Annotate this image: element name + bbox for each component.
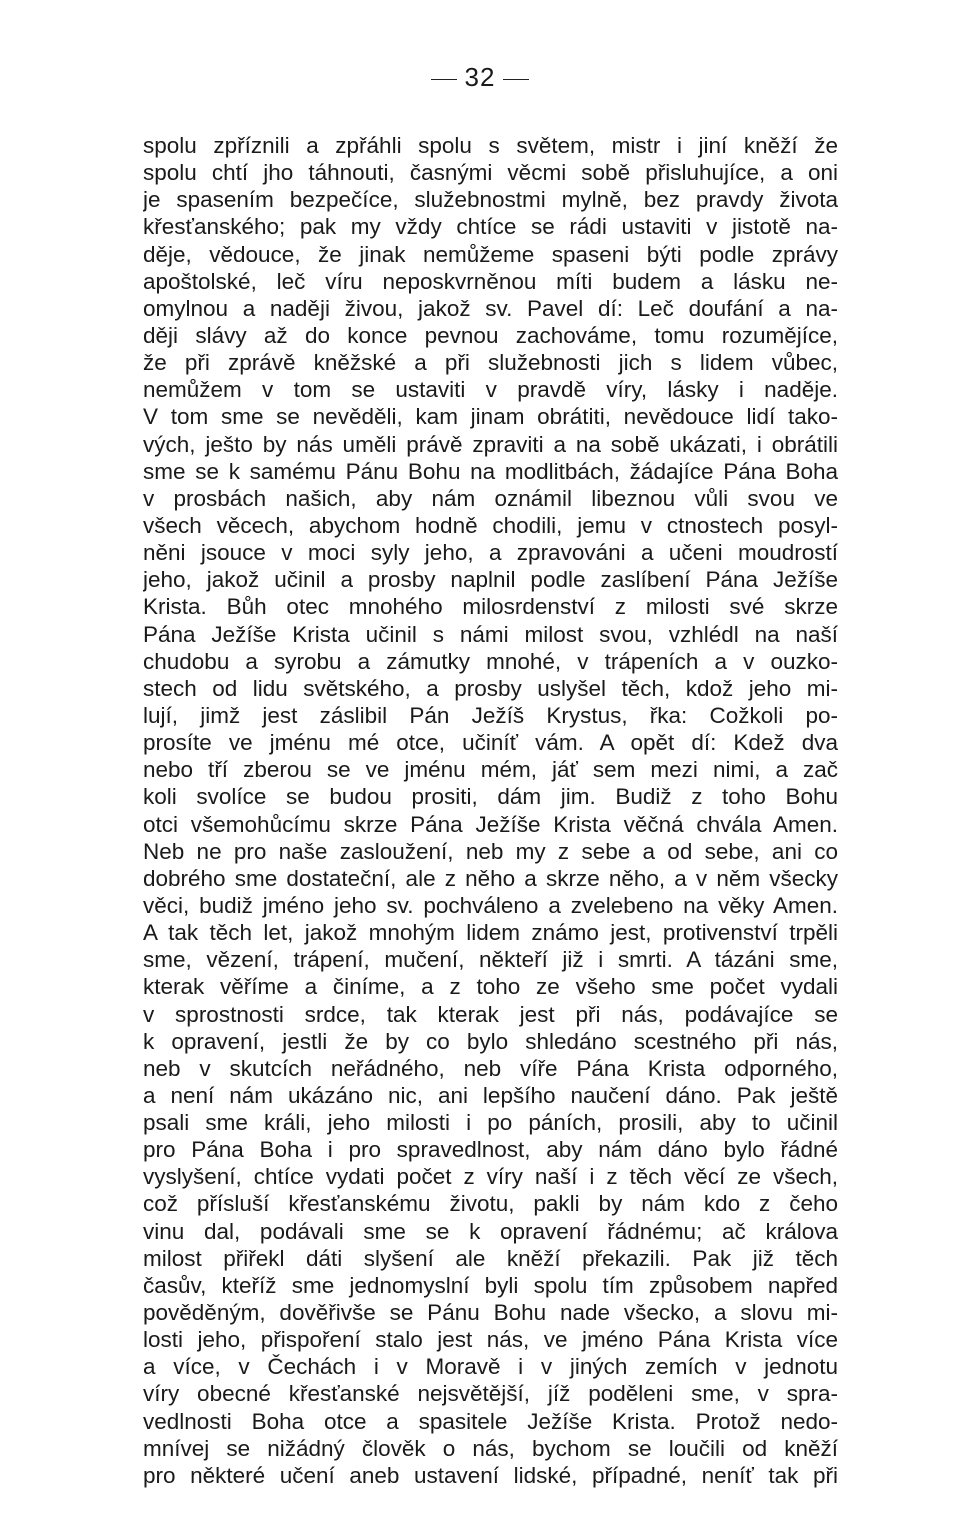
text-line: spolu chtí jho táhnouti, časnými věcmi sobě přisluhujíce, a oni (143, 160, 838, 186)
text-line: pro Pána Boha i pro spravedlnost, aby nám dáno bylo řádné (143, 1137, 838, 1163)
text-line: prosíte ve jménu mé otce, učiníť vám. A opět dí: Kdež dva (143, 730, 838, 756)
text-line: chudobu a syrobu a zámutky mnohé, v trápeních a v ouzko- (143, 648, 838, 674)
text-line: lují, jimž jest záslibil Pán Ježíš Krystus, řka: Cožkoli po- (143, 702, 838, 728)
text-line: mnívej se nižádný člověk o nás, bychom se loučili od kněží (143, 1435, 838, 1461)
text-line: v prosbách našich, aby nám oznámil libeznou vůli svou ve (143, 485, 838, 511)
text-line: losti jeho, přispoření stalo jest nás, ve jméno Pána Krista více (143, 1327, 838, 1353)
page-number (0, 62, 960, 92)
text-line: stech od lidu světského, a prosby uslyšel těch, kdož jeho mi- (143, 675, 838, 701)
text-line: dobrého sme dostateční, ale z něho a skrze něho, a v něm všecky (143, 865, 838, 891)
text-line: sme se k samému Pánu Bohu na modlitbách, žádajíce Pána Boha (143, 458, 838, 484)
text-line: k opravení, jestli že by co bylo shledáno scestného při nás, (143, 1028, 838, 1054)
text-line: vých, ješto by nás uměli právě zpraviti a na sobě ukázati, i obrátili (143, 431, 838, 457)
text-line: něni jsouce v moci syly jeho, a zpravováni a učeni moudrostí (143, 540, 838, 566)
text-line: děje, vědouce, že jinak nemůžeme spaseni býti podle zprávy (143, 241, 838, 267)
text-line: křesťanského; pak my vždy chtíce se rádi ustaviti v jistotě na- (143, 214, 838, 240)
text-line: otci všemohůcímu skrze Pána Ježíše Krista věčná chvála Amen. (143, 811, 838, 837)
page-number-dash-left (431, 79, 457, 80)
text-line: kterak věříme a činíme, a z toho ze všeho sme počet vydali (143, 974, 838, 1000)
text-line: Neb ne pro naše zasloužení, neb my z sebe a od sebe, ani co (143, 838, 838, 864)
text-line: Krista. Bůh otec mnohého milosrdenství z milosti své skrze (143, 594, 838, 620)
text-line: nebo tří zberou se ve jménu mém, jáť sem mezi nimi, a zač (143, 757, 838, 783)
text-line: pro některé učení aneb ustavení lidské, případné, neníť tak při (143, 1462, 838, 1488)
text-line: A tak těch let, jakož mnohým lidem známo jest, protivenství trpěli (143, 920, 838, 946)
page-number-dash-right (503, 79, 529, 80)
text-line: sme, vězení, trápení, mučení, někteří již i smrti. A tázáni sme, (143, 947, 838, 973)
text-line: vyslyšení, chtíce vydati počet z víry naší i z těch věcí ze všech, (143, 1164, 838, 1190)
text-line: víry obecné křesťanské nejsvětější, jíž poděleni sme, v spra- (143, 1381, 838, 1407)
text-line: V tom sme se nevěděli, kam jinam obrátiti, nevědouce lidí tako- (143, 404, 838, 430)
text-line: spolu zpříznili a zpřáhli spolu s světem, mistr i jiní kněží že (143, 133, 838, 158)
text-line: omylnou a naději živou, jakož sv. Pavel dí: Leč doufání a na- (143, 295, 838, 321)
text-line: v sprostnosti srdce, tak kterak jest při nás, podávajíce se (143, 1001, 838, 1027)
page-number-text: 32 (464, 62, 496, 92)
text-line: psali sme králi, jeho milosti i po páních, prosili, aby to učinil (143, 1110, 838, 1136)
text-line: věci, budiž jméno jeho sv. pochváleno a zvelebeno na věky Amen. (143, 892, 838, 918)
text-line: apoštolské, leč víru neposkvrněnou míti budem a lásku ne- (143, 268, 838, 294)
text-line: koli svolíce se budou prositi, dám jim. Budiž z toho Bohu (143, 784, 838, 810)
text-line: je spasením bezpečíce, služebnostmi mylně, bez pravdy života (143, 187, 838, 213)
text-line: neb v skutcích neřádného, neb víře Pána Krista odporného, (143, 1055, 838, 1081)
text-line: pověděným, dověřivše se Pánu Bohu nade všecko, a slovu mi- (143, 1300, 838, 1326)
body-text (143, 132, 838, 1489)
text-line: vedlnosti Boha otce a spasitele Ježíše Krista. Protož nedo- (143, 1408, 838, 1434)
text-line: ději slávy až do konce pevnou zachováme, tomu rozumějíce, (143, 322, 838, 348)
text-line: jeho, jakož učinil a prosby naplnil podle zaslíbení Pána Ježíše (143, 567, 838, 593)
text-line: a není nám ukázáno nic, ani lepšího naučení dáno. Pak ještě (143, 1082, 838, 1108)
text-line: nemůžem v tom se ustaviti v pravdě víry, lásky i naděje. (143, 377, 838, 403)
text-line: Pána Ježíše Krista učinil s námi milost svou, vzhlédl na naší (143, 621, 838, 647)
text-line: všech věcech, abychom hodně chodili, jemu v ctnostech posyl- (143, 512, 838, 538)
text-line: že při zprávě kněžské a při služebnosti jich s lidem vůbec, (143, 350, 838, 376)
text-line: a více, v Čechách i v Moravě i v jiných zemích v jednotu (143, 1354, 838, 1380)
text-line: milost přiřekl dáti slyšení ale kněží překazili. Pak již těch (143, 1245, 838, 1271)
text-line: časův, kteříž sme jednomyslní byli spolu tím způsobem napřed (143, 1272, 838, 1298)
text-line: vinu dal, podávali sme se k opravení řádnému; ač králova (143, 1218, 838, 1244)
text-line: což přísluší křesťanskému životu, pakli by nám kdo z čeho (143, 1191, 838, 1217)
